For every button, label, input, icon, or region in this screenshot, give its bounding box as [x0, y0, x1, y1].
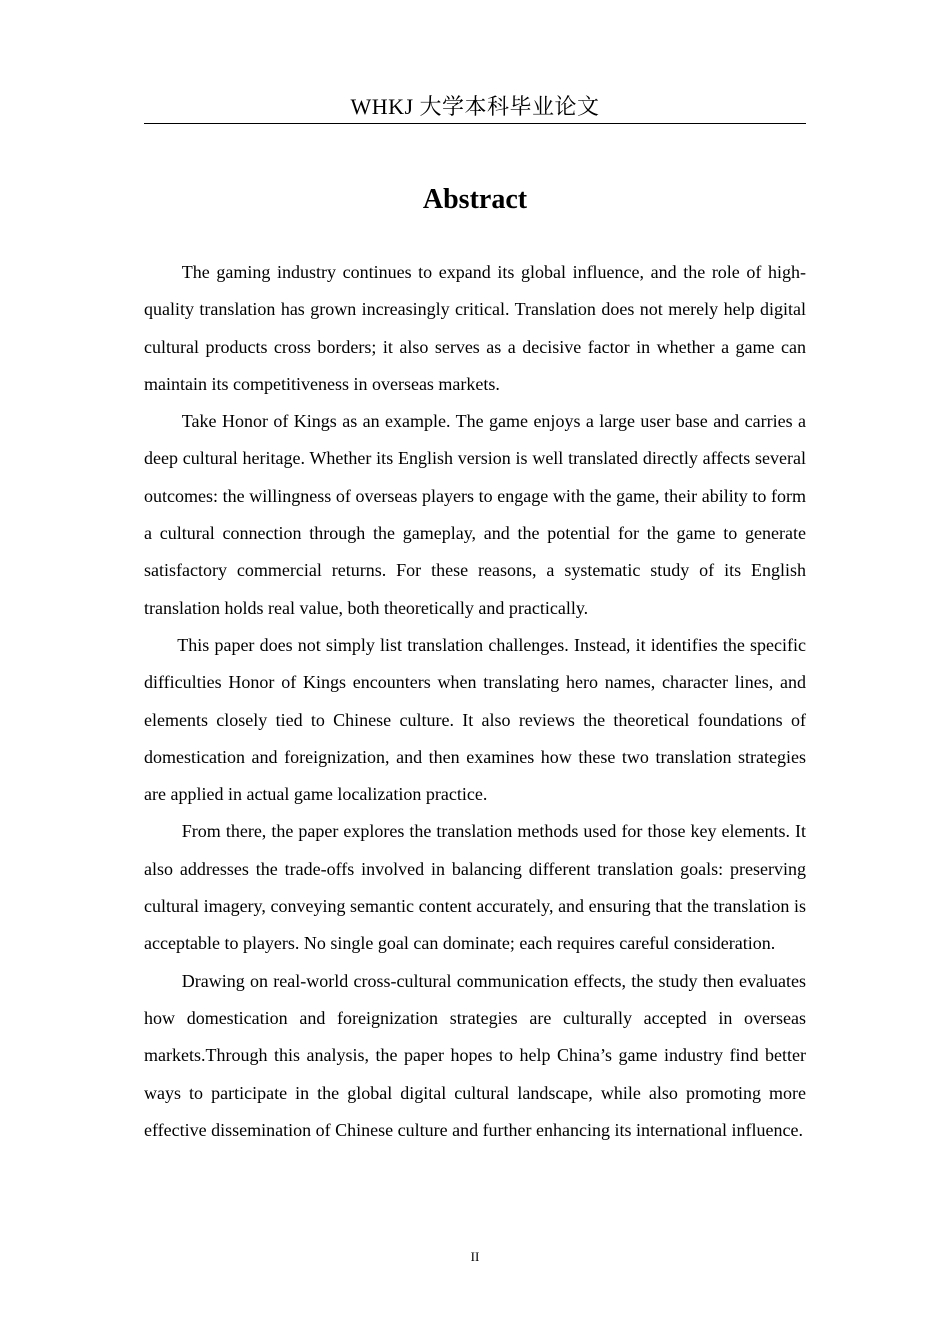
- paragraph-1: The gaming industry continues to expand its global influence, and the role of high-quality translation has grown increasingly critical. Translation does not merely help digital cultural products cross borders; it also serves as a decisive factor in whether a game can maintain its competitiveness in overseas markets.: [144, 262, 806, 394]
- abstract-body: [144, 254, 806, 1149]
- header-divider: [144, 123, 806, 124]
- abstract-title: Abstract: [422, 184, 528, 215]
- paragraph-3: This paper does not simply list translation challenges. Instead, it identifies the specific difficulties Honor of Kings encounters when translating hero names, character lines, and elements closely tied to Chinese culture. It also reviews the theoretical foundations of domestication and foreignization, and then examines how these two translation strategies are applied in actual game localization practice.: [144, 634, 806, 805]
- paragraph-4: From there, the paper explores the translation methods used for those key elements. It also addresses the trade-offs involved in balancing different translation goals: preserving cultural imagery, conveying semantic content accurately, and ensuring that the translation is acceptable to players. No single goal can dominate; each requires careful consideration.: [144, 821, 806, 954]
- paragraph-5: Drawing on real-world cross-cultural communication effects, the study then evaluates how domestication and foreignization strategies are culturally accepted in overseas markets.Through this analysis, the paper hopes to help China’s game industry find better ways to participate in the global digital cultural landscape, while also promoting more effective dissemination of Chinese culture and further enhancing its international influence.: [144, 970, 806, 1140]
- running-header: WHKJ 大学本科毕业论文: [350, 94, 600, 119]
- page-number: II: [470, 1249, 480, 1264]
- paragraph-2: Take Honor of Kings as an example. The game enjoys a large user base and carries a deep cultural heritage. Whether its English version is well translated directly affects several outcomes: the willingness of overseas players to engage with the game, their ability to form a cultural connection through the gameplay, and the potential for the game to generate satisfactory commercial returns. For these reasons, a systematic study of its English translation holds real value, both theoretically and practically.: [144, 411, 806, 618]
